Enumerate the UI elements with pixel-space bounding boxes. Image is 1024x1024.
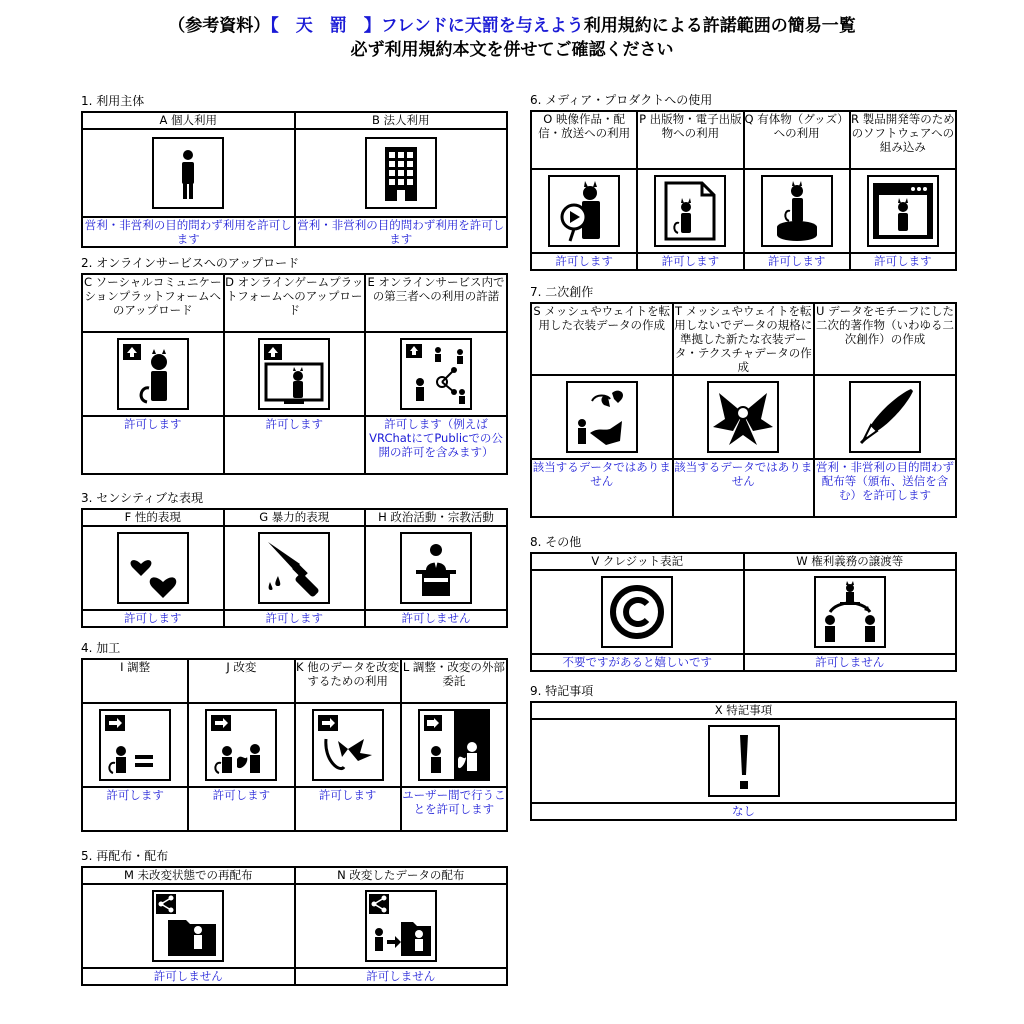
cell-foot: 営利・非営利の目的問わず利用を許可します	[82, 217, 295, 247]
section-media-products	[530, 92, 957, 271]
cell-head: I 調整	[82, 659, 188, 703]
upload-avatar-icon	[117, 338, 189, 410]
cell-foot: 許可します	[744, 253, 850, 270]
cell-head: C ソーシャルコミュニケーションプラットフォームへのアップロード	[82, 274, 224, 332]
video-icon	[548, 175, 620, 247]
cell-head: L 調整・改変の外部委託	[401, 659, 507, 703]
copyright-icon	[601, 576, 673, 648]
cell-head: F 性的表現	[82, 509, 224, 526]
cell-head: O 映像作品・配信・放送への利用	[531, 111, 637, 169]
section-title: 7. 二次創作	[530, 285, 594, 299]
adjust-icon	[99, 709, 171, 781]
cell-foot: 許可します	[188, 787, 294, 831]
section-sensitive	[81, 490, 508, 628]
transfer-icon	[814, 576, 886, 648]
cell-foot: 営利・非営利の目的問わず配布等（頒布、送信を含む）を許可します	[814, 459, 956, 517]
section-title: 3. センシティブな表現	[81, 491, 204, 505]
building-icon	[365, 137, 437, 209]
cell-head: N 改変したデータの配布	[295, 867, 508, 884]
knife-icon	[258, 532, 330, 604]
outsource-icon	[418, 709, 490, 781]
section-derivative	[530, 284, 957, 518]
section-processing	[81, 640, 508, 832]
podium-icon	[400, 532, 472, 604]
person-icon	[152, 137, 224, 209]
cell-foot: 不要ですがあると嬉しいです	[531, 654, 744, 671]
cell-head: P 出版物・電子出版物への利用	[637, 111, 743, 169]
cell-foot: 営利・非営利の目的問わず利用を許可します	[295, 217, 508, 247]
cell-foot: 許可します	[531, 253, 637, 270]
section-redistribution	[81, 848, 508, 986]
page-title: （参考資料）【 天 罰 】フレンドに天罰を与えよう利用規約による許諾範囲の簡易一覧	[168, 16, 856, 36]
cell-head: E オンラインサービス内での第三者への利用の許諾	[365, 274, 507, 332]
modify-icon	[205, 709, 277, 781]
software-window-icon	[867, 175, 939, 247]
cell-head: T メッシュやウェイトを転用しないでデータの規格に準拠した新たな衣装データ・テクスチャデータの作成	[674, 304, 813, 374]
cell-head: D オンラインゲームプラットフォームへのアップロード	[224, 274, 366, 332]
cell-foot: 許可します	[82, 416, 224, 474]
document-icon	[654, 175, 726, 247]
cell-foot: 許可します	[295, 787, 401, 831]
cell-foot: ユーザー間で行うことを許可します	[401, 787, 507, 831]
cell-head: H 政治活動・宗教活動	[365, 509, 507, 526]
hearts-icon	[117, 532, 189, 604]
cell-foot: なし	[531, 803, 956, 820]
cell-foot: 該当するデータではありません	[531, 459, 673, 517]
cell-foot: 許可します	[82, 787, 188, 831]
cell-head: M 未改変状態での再配布	[82, 867, 295, 884]
cell-foot: 許可します	[224, 416, 366, 474]
section-title: 6. メディア・プロダクトへの使用	[530, 93, 713, 107]
upload-monitor-icon	[258, 338, 330, 410]
cell-head: W 権利義務の譲渡等	[744, 553, 957, 570]
outfit-icon	[707, 381, 779, 453]
cell-foot: 許可しません	[744, 654, 957, 671]
section-title: 9. 特記事項	[530, 684, 594, 698]
cell-foot: 許可します	[224, 610, 366, 627]
cell-foot: 許可します	[637, 253, 743, 270]
cell-head: B 法人利用	[295, 112, 508, 129]
share-modified-icon	[365, 890, 437, 962]
cell-foot: 許可します（例えばVRChatにてPublicでの公開の許可を含みます）	[365, 416, 507, 474]
section-online-upload	[81, 255, 508, 475]
cell-foot: 許可しません	[365, 610, 507, 627]
cell-head: S メッシュやウェイトを転用した衣装データの作成	[531, 303, 673, 375]
cell-head: R 製品開発等のためのソフトウェアへの組み込み	[850, 111, 956, 169]
pen-icon	[849, 381, 921, 453]
cell-head: A 個人利用	[82, 112, 295, 129]
cell-head: J 改変	[188, 659, 294, 703]
cell-head: X 特記事項	[531, 702, 956, 719]
share-users-icon	[400, 338, 472, 410]
page-subtitle: 必ず利用規約本文を併せてご確認ください	[350, 40, 674, 60]
cell-head: V クレジット表記	[531, 553, 744, 570]
cell-head: Q 有体物（グッズ）への利用	[744, 111, 850, 169]
section-title: 5. 再配布・配布	[81, 849, 169, 863]
share-folder-icon	[152, 890, 224, 962]
section-title: 8. その他	[530, 535, 582, 549]
cell-head: K 他のデータを改変するための利用	[295, 659, 401, 703]
cell-head: G 暴力的表現	[224, 509, 366, 526]
exclamation-icon	[708, 725, 780, 797]
cell-foot: 許可します	[82, 610, 224, 627]
cell-foot: 許可しません	[82, 968, 295, 985]
section-title: 1. 利用主体	[81, 94, 145, 108]
section-special-notes	[530, 683, 957, 821]
outfit-transfer-icon	[566, 381, 638, 453]
figure-icon	[761, 175, 833, 247]
cell-head: U データをモチーフにした二次的著作物（いわゆる二次創作）の作成	[814, 303, 956, 375]
section-title: 4. 加工	[81, 641, 121, 655]
cell-foot: 許可しません	[295, 968, 508, 985]
cell-foot: 許可します	[850, 253, 956, 270]
section-title: 2. オンラインサービスへのアップロード	[81, 256, 300, 270]
section-usage-subject	[81, 93, 508, 248]
cell-foot: 該当するデータではありません	[673, 459, 815, 517]
bow-icon	[312, 709, 384, 781]
section-other	[530, 534, 957, 672]
